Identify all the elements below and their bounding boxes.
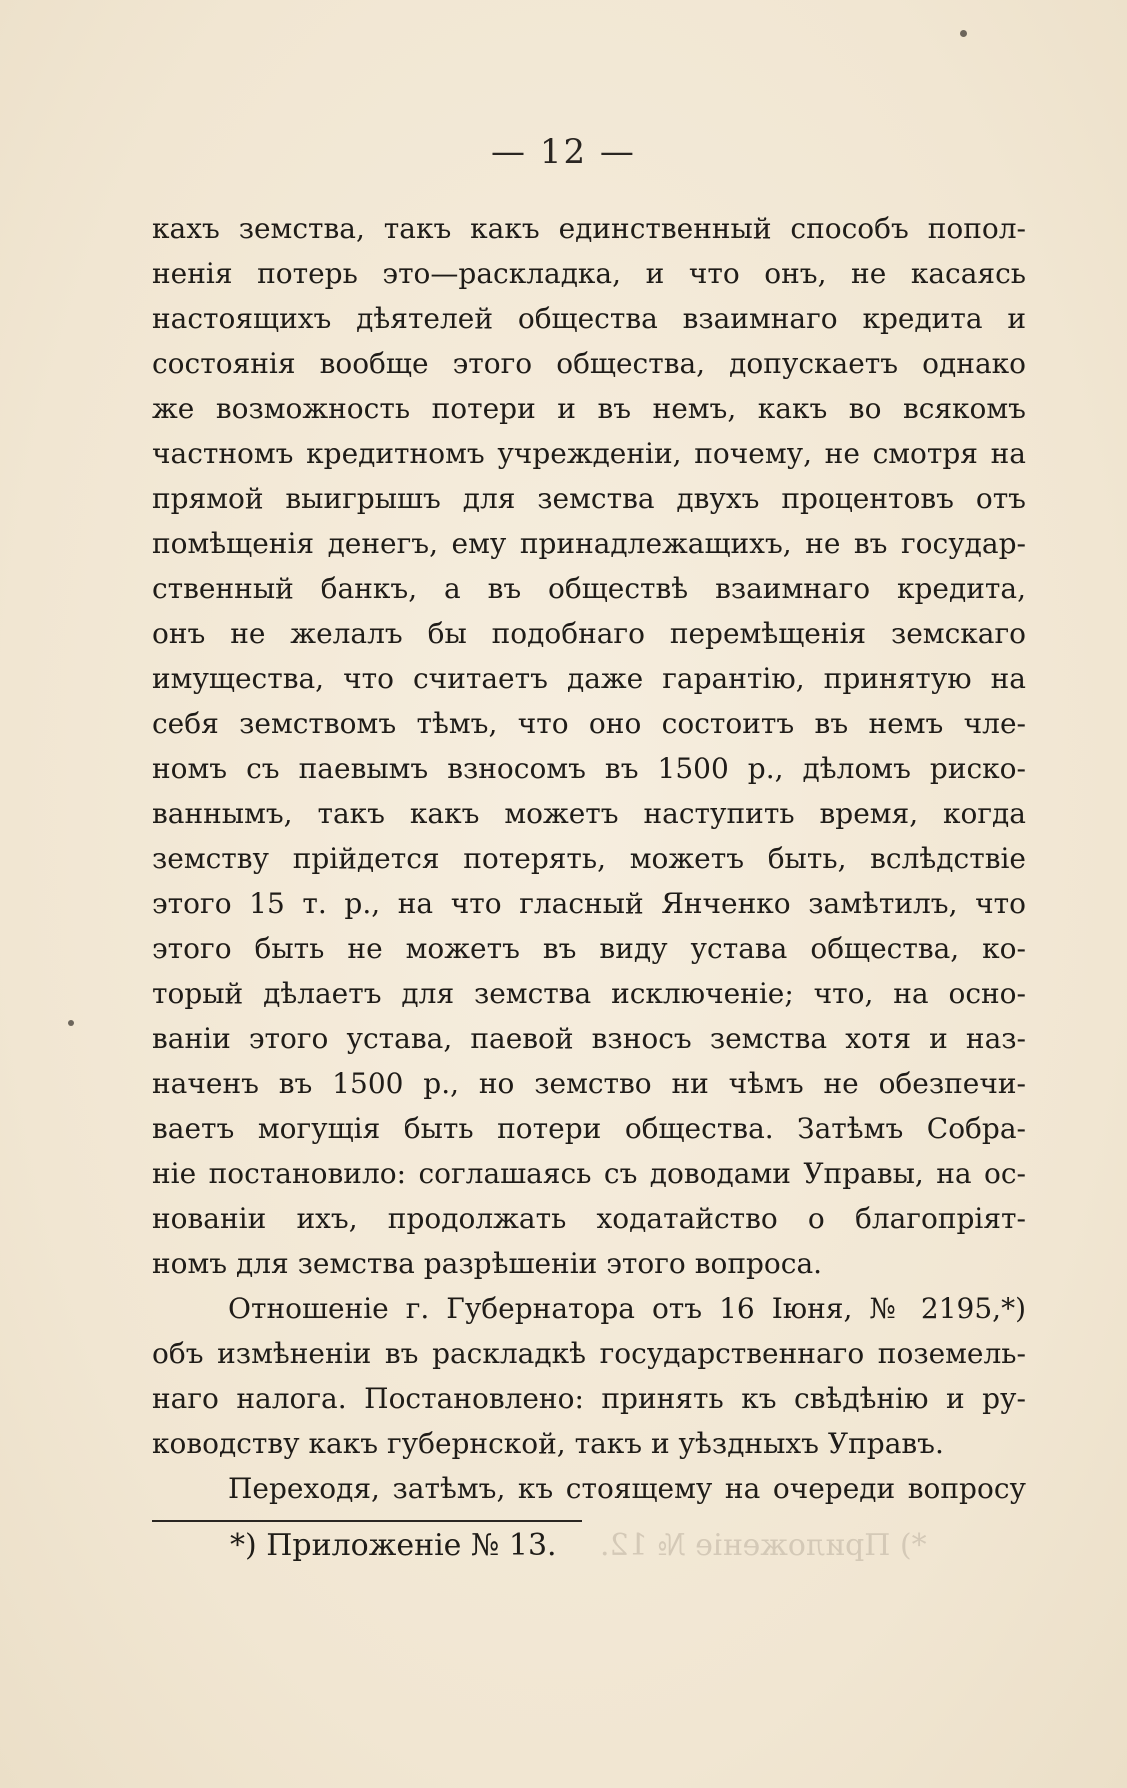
text-line: нованіи ихъ, продолжать ходатайство о благопріят-	[152, 1202, 1026, 1235]
text-line: кахъ земства, такъ какъ единственный способъ попол-	[152, 212, 1026, 245]
text-line: ственный банкъ, а въ обществѣ взаимнаго кредита,	[152, 572, 1026, 605]
text-line: наченъ въ 1500 р., но земство ни чѣмъ не обезпечи-	[152, 1067, 1026, 1100]
footnote: *) Приложеніе № 13.	[230, 1528, 557, 1563]
text-line: земству прійдется потерять, можетъ быть, вслѣдствіе	[152, 842, 1026, 875]
ink-speck	[960, 30, 967, 37]
text-line: торый дѣлаетъ для земства исключеніе; что, на осно-	[152, 977, 1026, 1010]
show-through-text: *) Приложеніе № 12.	[600, 1528, 927, 1563]
ink-speck	[68, 1020, 74, 1026]
text-line: состоянія вообще этого общества, допускаетъ однако	[152, 347, 1026, 380]
text-line: ваннымъ, такъ какъ можетъ наступить время, когда	[152, 797, 1026, 830]
text-line: объ измѣненіи въ раскладкѣ государственнаго поземель-	[152, 1337, 1026, 1370]
text-line: ненія потерь это—раскладка, и что онъ, не касаясь	[152, 257, 1026, 290]
text-line: наго налога. Постановлено: принять къ свѣдѣнію и ру-	[152, 1382, 1026, 1415]
text-line: ваетъ могущія быть потери общества. Затѣмъ Собра-	[152, 1112, 1026, 1145]
text-line: ваніи этого устава, паевой взносъ земства хотя и наз-	[152, 1022, 1026, 1055]
text-line: номъ для земства разрѣшеніи этого вопроса.	[152, 1247, 823, 1280]
text-line: этого быть не можетъ въ виду устава общества, ко-	[152, 932, 1026, 965]
text-line-paragraph-start: Переходя, затѣмъ, къ стоящему на очереди вопросу	[228, 1472, 1026, 1505]
text-line: онъ не желалъ бы подобнаго перемѣщенія земскаго	[152, 617, 1026, 650]
text-line: этого 15 т. р., на что гласный Янченко замѣтилъ, что	[152, 887, 1026, 920]
text-line: частномъ кредитномъ учрежденіи, почему, не смотря на	[152, 437, 1026, 470]
text-line: помѣщенія денегъ, ему принадлежащихъ, не въ государ-	[152, 527, 1026, 560]
footnote-divider	[152, 1520, 582, 1522]
text-line: настоящихъ дѣятелей общества взаимнаго кредита и	[152, 302, 1026, 335]
text-line: себя земствомъ тѣмъ, что оно состоитъ въ немъ чле-	[152, 707, 1026, 740]
text-line: имущества, что считаетъ даже гарантію, принятую на	[152, 662, 1026, 695]
page-number: — 12 —	[491, 132, 636, 172]
text-line: ководству какъ губернской, такъ и уѣздныхъ Управъ.	[152, 1427, 944, 1460]
text-line-paragraph-start: Отношеніе г. Губернатора отъ 16 Іюня, № 2195,*)	[228, 1292, 1026, 1325]
text-line: прямой выигрышъ для земства двухъ процентовъ отъ	[152, 482, 1026, 515]
body-text	[152, 206, 1026, 1511]
text-line: же возможность потери и въ немъ, какъ во всякомъ	[152, 392, 1026, 425]
text-line: ніе постановило: соглашаясь съ доводами Управы, на ос-	[152, 1157, 1026, 1190]
text-line: номъ съ паевымъ взносомъ въ 1500 р., дѣломъ риско-	[152, 752, 1026, 785]
